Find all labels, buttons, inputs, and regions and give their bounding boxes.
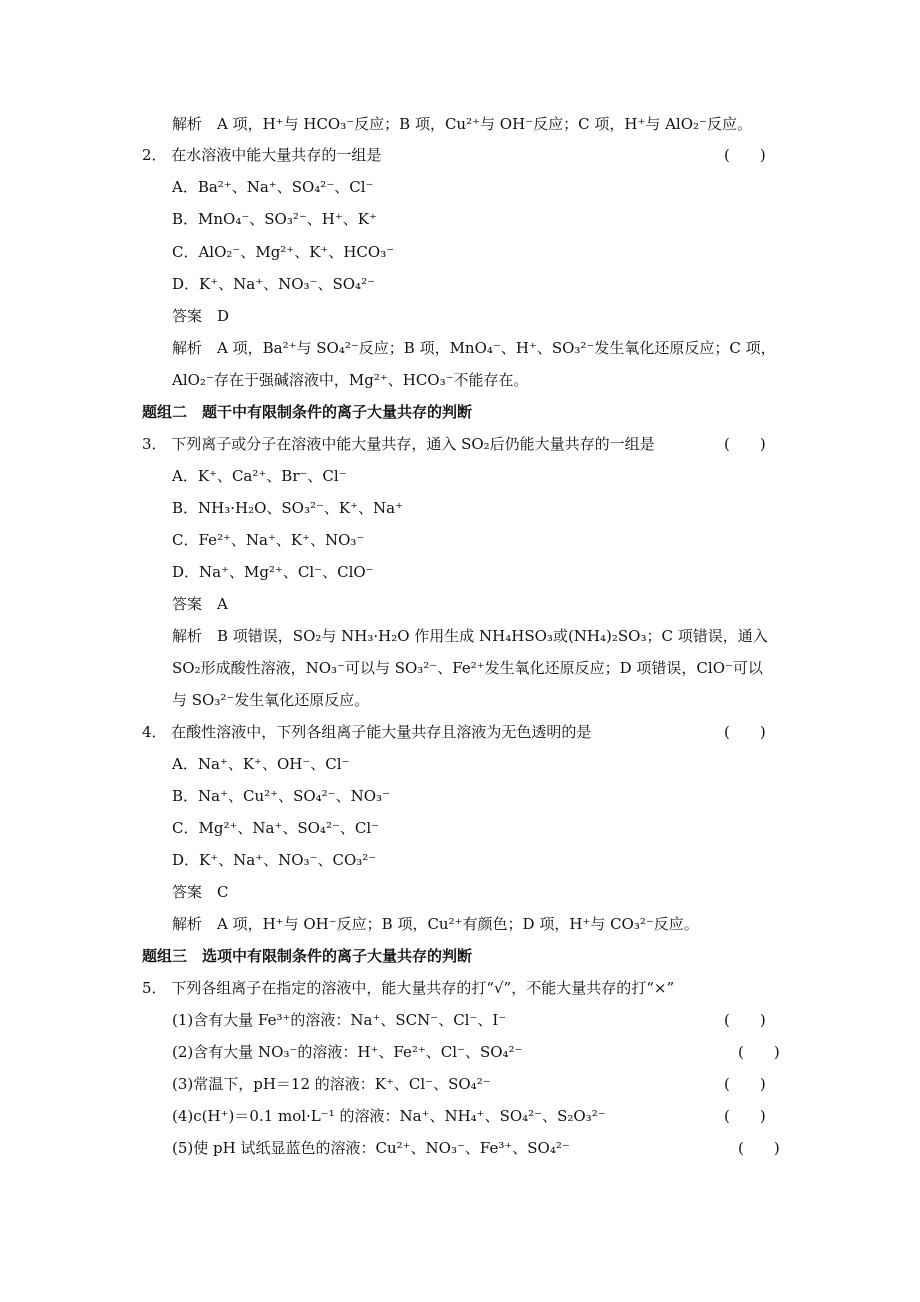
item-5-5: (5)使 pH 试纸显蓝色的溶液：Cu²⁺、NO₃⁻、Fe³⁺、SO₄²⁻ [172,1139,570,1157]
analysis-q3-line1: 解析 B 项错误，SO₂与 NH₃·H₂O 作用生成 NH₄HSO₃或(NH₄)₂SO₃；C 项错误，通入 [172,627,768,645]
answer-q3: 答案 A [172,595,228,613]
item-5-2: (2)含有大量 NO₃⁻的溶液：H⁺、Fe²⁺、Cl⁻、SO₄²⁻ [172,1043,523,1061]
answer-bracket-5-3: ( ) [724,1075,766,1093]
question-3: 3． 下列离子或分子在溶液中能大量共存，通入 SO₂后仍能大量共存的一组是 [142,435,655,453]
option-2c: C．AlO₂⁻、Mg²⁺、K⁺、HCO₃⁻ [172,243,395,261]
question-2: 2． 在水溶液中能大量共存的一组是 [142,146,382,164]
option-3c: C．Fe²⁺、Na⁺、K⁺、NO₃⁻ [172,531,365,549]
answer-bracket-q2: ( ) [724,146,766,164]
section-heading-group2: 题组二 题干中有限制条件的离子大量共存的判断 [142,403,473,421]
analysis-q2-line2: AlO₂⁻存在于强碱溶液中，Mg²⁺、HCO₃⁻不能存在。 [172,371,529,389]
option-4c: C．Mg²⁺、Na⁺、SO₄²⁻、Cl⁻ [172,819,380,837]
analysis-q1: 解析 A 项，H⁺与 HCO₃⁻反应；B 项，Cu²⁺与 OH⁻反应；C 项，H⁺与 AlO₂⁻反应。 [172,115,752,133]
answer-bracket-5-1: ( ) [724,1011,766,1029]
option-3b: B．NH₃·H₂O、SO₃²⁻、K⁺、Na⁺ [172,499,404,517]
option-3d: D．Na⁺、Mg²⁺、Cl⁻、ClO⁻ [172,563,374,581]
item-5-1: (1)含有大量 Fe³⁺的溶液：Na⁺、SCN⁻、Cl⁻、I⁻ [172,1011,507,1029]
option-4d: D．K⁺、Na⁺、NO₃⁻、CO₃²⁻ [172,851,377,869]
analysis-q3-line3: 与 SO₃²⁻发生氧化还原反应。 [172,691,370,709]
item-5-3: (3)常温下，pH＝12 的溶液：K⁺、Cl⁻、SO₄²⁻ [172,1075,491,1093]
answer-bracket-5-4: ( ) [724,1107,766,1125]
answer-bracket-q3: ( ) [724,435,766,453]
option-2d: D．K⁺、Na⁺、NO₃⁻、SO₄²⁻ [172,275,376,293]
option-2a: A．Ba²⁺、Na⁺、SO₄²⁻、Cl⁻ [172,178,374,196]
option-4b: B．Na⁺、Cu²⁺、SO₄²⁻、NO₃⁻ [172,787,390,805]
analysis-q4: 解析 A 项，H⁺与 OH⁻反应；B 项，Cu²⁺有颜色；D 项，H⁺与 CO₃²⁻反应。 [172,915,699,933]
question-5: 5． 下列各组离子在指定的溶液中，能大量共存的打“√”，不能大量共存的打“×” [142,979,675,997]
answer-bracket-5-5: ( ) [738,1139,780,1157]
option-3a: A．K⁺、Ca²⁺、Br⁻、Cl⁻ [172,467,347,485]
analysis-q3-line2: SO₂形成酸性溶液，NO₃⁻可以与 SO₃²⁻、Fe²⁺发生氧化还原反应；D 项错误，ClO⁻可以 [172,659,763,677]
answer-q2: 答案 D [172,307,230,325]
question-4: 4． 在酸性溶液中，下列各组离子能大量共存且溶液为无色透明的是 [142,723,592,741]
answer-bracket-q4: ( ) [724,723,766,741]
answer-bracket-5-2: ( ) [738,1043,780,1061]
analysis-q2-line1: 解析 A 项，Ba²⁺与 SO₄²⁻反应；B 项，MnO₄⁻、H⁺、SO₃²⁻发生氧化还原反应；C 项， [172,339,776,357]
item-5-4: (4)c(H⁺)＝0.1 mol·L⁻¹ 的溶液：Na⁺、NH₄⁺、SO₄²⁻、S₂O₃²⁻ [172,1107,606,1125]
section-heading-group3: 题组三 选项中有限制条件的离子大量共存的判断 [142,947,473,965]
option-2b: B．MnO₄⁻、SO₃²⁻、H⁺、K⁺ [172,210,377,228]
answer-q4: 答案 C [172,883,229,901]
option-4a: A．Na⁺、K⁺、OH⁻、Cl⁻ [172,755,350,773]
